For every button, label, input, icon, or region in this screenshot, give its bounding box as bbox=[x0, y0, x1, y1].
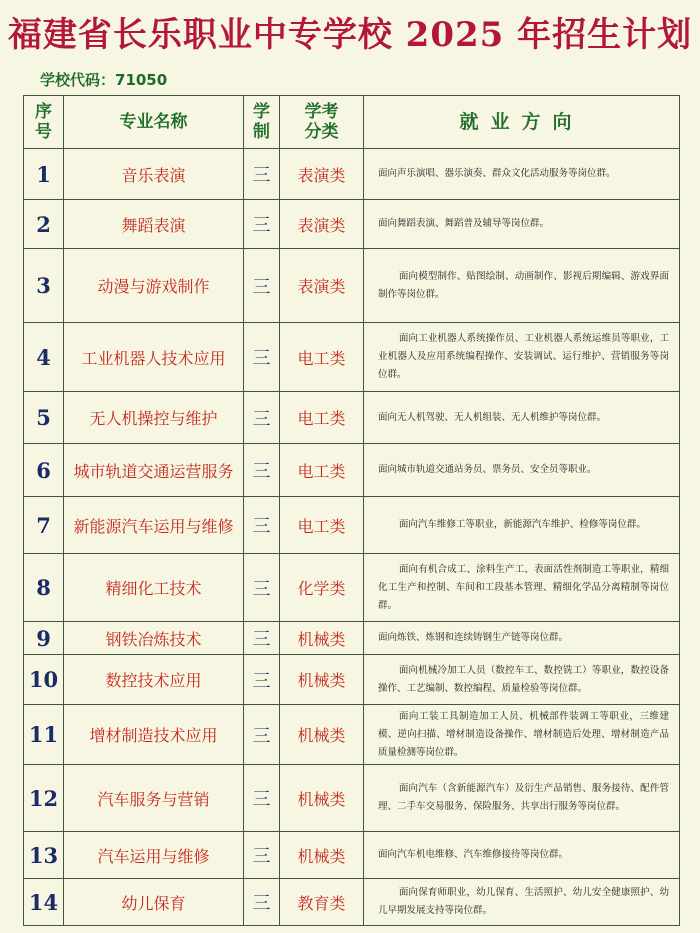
study-years: 三 bbox=[244, 554, 280, 622]
row-number: 4 bbox=[24, 323, 64, 392]
table-row bbox=[24, 554, 680, 622]
study-years: 三 bbox=[244, 832, 280, 879]
table-row bbox=[24, 622, 680, 655]
major-name: 无人机操控与维护 bbox=[64, 392, 244, 444]
row-number: 11 bbox=[24, 705, 64, 765]
header-no: 序号 bbox=[24, 96, 64, 149]
page-title: 福建省长乐职业中专学校 2025 年招生计划 bbox=[7, 15, 693, 55]
row-number: 9 bbox=[24, 622, 64, 655]
employment-direction: 面向工装工具制造加工人员、机械部件装调工等职业，三维建模、逆向扫描、增材制造设备操作、增材制造后处理、增材制造产品质量检测等岗位群。 bbox=[364, 705, 680, 765]
header-direction: 就业方向 bbox=[364, 96, 680, 149]
study-years: 三 bbox=[244, 200, 280, 249]
major-name: 汽车运用与维修 bbox=[64, 832, 244, 879]
exam-category: 电工类 bbox=[280, 444, 364, 497]
employment-direction: 面向机械冷加工人员（数控车工、数控铣工）等职业，数控设备操作、工艺编制、数控编程、质量检验等岗位群。 bbox=[364, 655, 680, 705]
major-name: 增材制造技术应用 bbox=[64, 705, 244, 765]
table-row bbox=[24, 765, 680, 832]
row-number: 5 bbox=[24, 392, 64, 444]
row-number: 8 bbox=[24, 554, 64, 622]
row-number: 13 bbox=[24, 832, 64, 879]
row-number: 7 bbox=[24, 497, 64, 554]
enrollment-table bbox=[23, 95, 680, 926]
table-row bbox=[24, 323, 680, 392]
study-years: 三 bbox=[244, 765, 280, 832]
header-major: 专业名称 bbox=[64, 96, 244, 149]
study-years: 三 bbox=[244, 497, 280, 554]
major-name: 钢铁冶炼技术 bbox=[64, 622, 244, 655]
row-number: 6 bbox=[24, 444, 64, 497]
header-system: 学制 bbox=[244, 96, 280, 149]
exam-category: 机械类 bbox=[280, 832, 364, 879]
study-years: 三 bbox=[244, 149, 280, 200]
employment-direction: 面向炼铁、炼钢和连续铸钢生产链等岗位群。 bbox=[364, 622, 680, 655]
employment-direction: 面向模型制作、贴图绘制、动画制作、影视后期编辑、游戏界面制作等岗位群。 bbox=[364, 249, 680, 323]
major-name: 动漫与游戏制作 bbox=[64, 249, 244, 323]
employment-direction: 面向无人机驾驶、无人机组装、无人机维护等岗位群。 bbox=[364, 392, 680, 444]
employment-direction: 面向舞蹈表演、舞蹈普及辅导等岗位群。 bbox=[364, 200, 680, 249]
row-number: 10 bbox=[24, 655, 64, 705]
study-years: 三 bbox=[244, 323, 280, 392]
employment-direction: 面向城市轨道交通站务员、票务员、安全员等职业。 bbox=[364, 444, 680, 497]
exam-category: 表演类 bbox=[280, 249, 364, 323]
employment-direction: 面向汽车维修工等职业，新能源汽车维护、检修等岗位群。 bbox=[364, 497, 680, 554]
employment-direction: 面向有机合成工、涂料生产工、表面活性剂制造工等职业，精细化工生产和控制、车间和工段基本管理、精细化学品分离精制等岗位群。 bbox=[364, 554, 680, 622]
table-row bbox=[24, 655, 680, 705]
major-name: 幼儿保育 bbox=[64, 879, 244, 926]
study-years: 三 bbox=[244, 705, 280, 765]
major-name: 新能源汽车运用与维修 bbox=[64, 497, 244, 554]
exam-category: 电工类 bbox=[280, 392, 364, 444]
table-row bbox=[24, 149, 680, 200]
major-name: 工业机器人技术应用 bbox=[64, 323, 244, 392]
major-name: 舞蹈表演 bbox=[64, 200, 244, 249]
exam-category: 机械类 bbox=[280, 765, 364, 832]
exam-category: 教育类 bbox=[280, 879, 364, 926]
exam-category: 机械类 bbox=[280, 705, 364, 765]
table-header-row bbox=[24, 96, 680, 149]
major-name: 精细化工技术 bbox=[64, 554, 244, 622]
school-code: 学校代码：71050 bbox=[40, 71, 168, 89]
study-years: 三 bbox=[244, 655, 280, 705]
employment-direction: 面向工业机器人系统操作员、工业机器人系统运维员等职业，工业机器人及应用系统编程操作、安装调试、运行维护、营销服务等岗位群。 bbox=[364, 323, 680, 392]
exam-category: 机械类 bbox=[280, 622, 364, 655]
exam-category: 表演类 bbox=[280, 149, 364, 200]
row-number: 14 bbox=[24, 879, 64, 926]
table-row bbox=[24, 200, 680, 249]
exam-category: 电工类 bbox=[280, 323, 364, 392]
table-row bbox=[24, 392, 680, 444]
table-row bbox=[24, 879, 680, 926]
major-name: 城市轨道交通运营服务 bbox=[64, 444, 244, 497]
row-number: 3 bbox=[24, 249, 64, 323]
study-years: 三 bbox=[244, 622, 280, 655]
major-name: 数控技术应用 bbox=[64, 655, 244, 705]
exam-category: 电工类 bbox=[280, 497, 364, 554]
table-row bbox=[24, 444, 680, 497]
row-number: 12 bbox=[24, 765, 64, 832]
table-row bbox=[24, 832, 680, 879]
employment-direction: 面向汽车（含新能源汽车）及衍生产品销售、服务接待、配件管理、二手车交易服务、保险服务、共享出行服务等岗位群。 bbox=[364, 765, 680, 832]
study-years: 三 bbox=[244, 392, 280, 444]
major-name: 汽车服务与营销 bbox=[64, 765, 244, 832]
employment-direction: 面向声乐演唱、器乐演奏、群众文化活动服务等岗位群。 bbox=[364, 149, 680, 200]
employment-direction: 面向汽车机电维修、汽车维修接待等岗位群。 bbox=[364, 832, 680, 879]
row-number: 1 bbox=[24, 149, 64, 200]
exam-category: 化学类 bbox=[280, 554, 364, 622]
table-row bbox=[24, 249, 680, 323]
major-name: 音乐表演 bbox=[64, 149, 244, 200]
study-years: 三 bbox=[244, 879, 280, 926]
header-category: 学考分类 bbox=[280, 96, 364, 149]
table-row bbox=[24, 705, 680, 765]
study-years: 三 bbox=[244, 249, 280, 323]
table-row bbox=[24, 497, 680, 554]
exam-category: 表演类 bbox=[280, 200, 364, 249]
row-number: 2 bbox=[24, 200, 64, 249]
study-years: 三 bbox=[244, 444, 280, 497]
exam-category: 机械类 bbox=[280, 655, 364, 705]
employment-direction: 面向保育师职业，幼儿保育、生活照护、幼儿安全健康照护、幼儿早期发展支持等岗位群。 bbox=[364, 879, 680, 926]
